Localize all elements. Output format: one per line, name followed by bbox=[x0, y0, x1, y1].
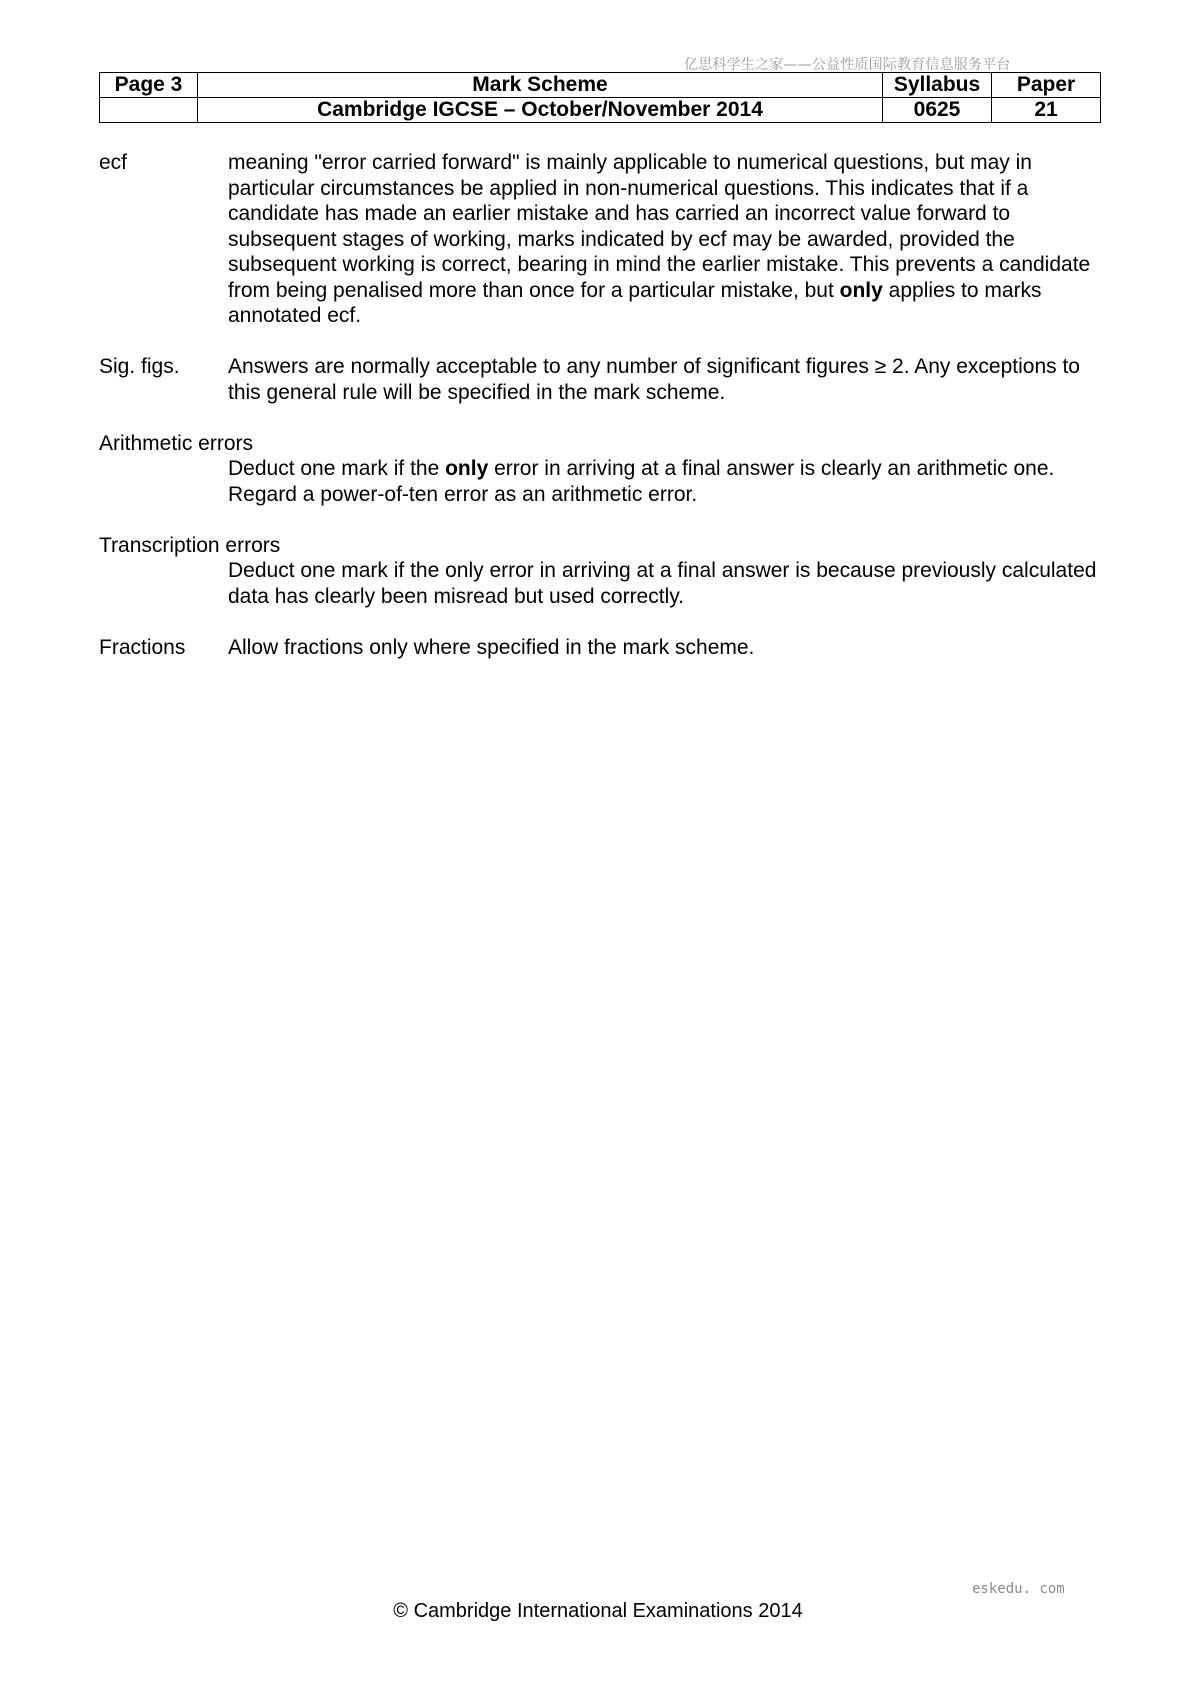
term-arithmetic: Arithmetic errors bbox=[99, 431, 254, 455]
entry-arithmetic bbox=[99, 431, 1102, 508]
desc-ecf-text-1: meaning "error carried forward" is mainly applicable to numerical questions, but may in particular circumstances be applied in non-numerical questions. This indicates that if a candidate has made an earlier mistake and has carried an incorrect value forward to subsequent stages of working, marks indicated by ecf may be awarded, provided the subsequent working is correct, bearing in mind the earlier mistake. This prevents a candidate from being penalised more than once for a particular mistake, but bbox=[228, 151, 1091, 302]
watermark-top: 亿思科学生之家——公益性质国际教育信息服务平台 bbox=[684, 57, 1011, 73]
paper-value: 21 bbox=[992, 98, 1101, 123]
desc-sig-figs: Answers are normally acceptable to any number of significant figures ≥ 2. Any exceptions to this general rule will be specified in the mark scheme. bbox=[228, 355, 1080, 404]
copyright-text: © Cambridge International Examinations 2014 bbox=[393, 1600, 803, 1622]
entry-fractions bbox=[99, 635, 1102, 661]
watermark-bottom: eskedu. com bbox=[972, 1581, 1065, 1597]
term-transcription: Transcription errors bbox=[99, 533, 281, 557]
page-number: Page 3 bbox=[100, 73, 198, 98]
header-row-1 bbox=[100, 73, 1101, 98]
empty-cell bbox=[100, 98, 198, 123]
desc-ecf bbox=[228, 150, 1102, 329]
term-ecf: ecf bbox=[99, 151, 128, 174]
desc-ecf-bold: only bbox=[839, 278, 883, 302]
entry-sig-figs bbox=[99, 354, 1102, 405]
term-sig-figs: Sig. figs. bbox=[99, 355, 180, 378]
entry-transcription bbox=[99, 533, 1102, 610]
term-fractions: Fractions bbox=[99, 635, 186, 659]
header-row-2 bbox=[100, 98, 1101, 123]
desc-arithmetic-text-1: Deduct one mark if the bbox=[228, 457, 446, 480]
desc-arithmetic-bold: only bbox=[445, 457, 489, 480]
footer bbox=[0, 1600, 1190, 1623]
syllabus-value: 0625 bbox=[883, 98, 992, 123]
paper-label: Paper bbox=[992, 73, 1101, 98]
syllabus-label: Syllabus bbox=[883, 73, 992, 98]
header-table bbox=[99, 72, 1101, 123]
entry-ecf bbox=[99, 150, 1102, 329]
desc-ecf-text-2: applies to marks annotated ecf. bbox=[228, 278, 1042, 327]
desc-transcription: Deduct one mark if the only error in arriving at a final answer is because previously calculated data has clearly been misread but used correctly. bbox=[228, 559, 1097, 608]
document-title: Mark Scheme bbox=[198, 73, 883, 98]
mark-scheme-notes bbox=[99, 150, 1102, 686]
document-subtitle: Cambridge IGCSE – October/November 2014 bbox=[198, 98, 883, 123]
desc-fractions: Allow fractions only where specified in the mark scheme. bbox=[228, 635, 755, 659]
desc-arithmetic-text-2: error in arriving at a final answer is clearly an arithmetic one. Regard a power-of-ten error as an arithmetic error. bbox=[228, 457, 1055, 506]
desc-arithmetic bbox=[228, 456, 1102, 507]
